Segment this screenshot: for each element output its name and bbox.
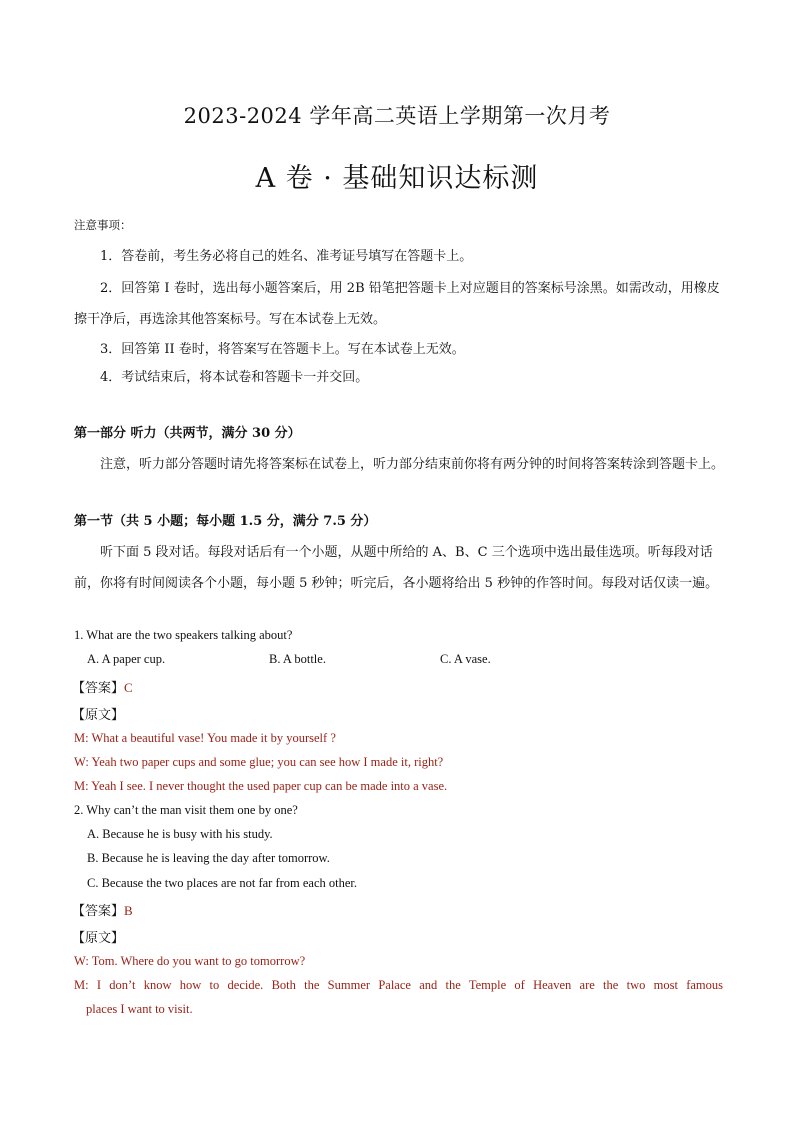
transcript-line-continued: places I want to visit.: [86, 1002, 193, 1016]
answer-label-text: 【答案】: [72, 904, 125, 919]
exam-title: 2023-2024 学年高二英语上学期第一次月考: [183, 104, 611, 128]
answer-label: [72, 900, 133, 919]
note-item-3: 3．回答第 II 卷时，将答案写在答题卡上。写在本试卷上无效。: [100, 342, 465, 357]
question-stem: 2. Why can’t the man visit them one by one?: [74, 803, 298, 817]
transcript-line: M: Yeah I see. I never thought the used paper cup can be made into a vase.: [74, 779, 448, 793]
answer-value: B: [124, 903, 133, 918]
part1-heading: 第一部分 听力（共两节，满分 30 分）: [74, 426, 301, 441]
part1-instruction: 注意，听力部分答题时请先将答案标在试卷上，听力部分结束前你将有两分钟的时间将答案转涂到答题卡上。: [100, 457, 725, 472]
transcript-line: M: I don’t know how to decide. Both the Summer Palace and the Temple of Heaven are the two most famous: [74, 978, 723, 992]
transcript-label: 【原文】: [72, 708, 125, 723]
notes-heading: 注意事项：: [74, 218, 132, 232]
option-a: A. Because he is busy with his study.: [87, 827, 273, 841]
transcript-label: 【原文】: [72, 931, 125, 946]
note-item-4: 4．考试结束后，将本试卷和答题卡一并交回。: [100, 370, 369, 385]
option-c: C. Because the two places are not far from each other.: [87, 876, 358, 890]
transcript-line: W: Tom. Where do you want to go tomorrow?: [74, 954, 306, 968]
section1-heading: 第一节（共 5 小题；每小题 1.5 分，满分 7.5 分）: [74, 514, 377, 529]
transcript-line: M: What a beautiful vase! You made it by yourself ?: [74, 731, 336, 745]
note-item-2: 2．回答第 I 卷时，选出每小题答案后，用 2B 铅笔把答题卡上对应题目的答案标号涂黑。如需改动，用橡皮擦干净后，再选涂其他答案标号。写在本试卷上无效。: [74, 281, 720, 327]
option-b: B. A bottle.: [269, 652, 326, 666]
option-b: B. Because he is leaving the day after tomorrow.: [87, 851, 330, 865]
option-c: C. A vase.: [440, 652, 491, 666]
question-stem: 1. What are the two speakers talking about?: [74, 628, 293, 642]
answer-label: [72, 677, 133, 696]
note-item-1: 1．答卷前，考生务必将自己的姓名、准考证号填写在答题卡上。: [100, 249, 473, 264]
option-a: A. A paper cup.: [87, 652, 166, 666]
section1-instruction: 听下面 5 段对话。每段对话后有一个小题，从题中所给的 A、B、C 三个选项中选出最佳选项。听每段对话前，你将有时间阅读各个小题，每小题 5 秒钟；听完后，各小题将给出 5 秒钟的作答时间。每段对话仅读一遍。: [74, 545, 719, 591]
answer-value: C: [124, 680, 133, 695]
exam-subtitle: A 卷 · 基础知识达标测: [255, 163, 539, 194]
answer-label-text: 【答案】: [72, 681, 125, 696]
transcript-line: W: Yeah two paper cups and some glue; you can see how I made it, right?: [74, 755, 444, 769]
